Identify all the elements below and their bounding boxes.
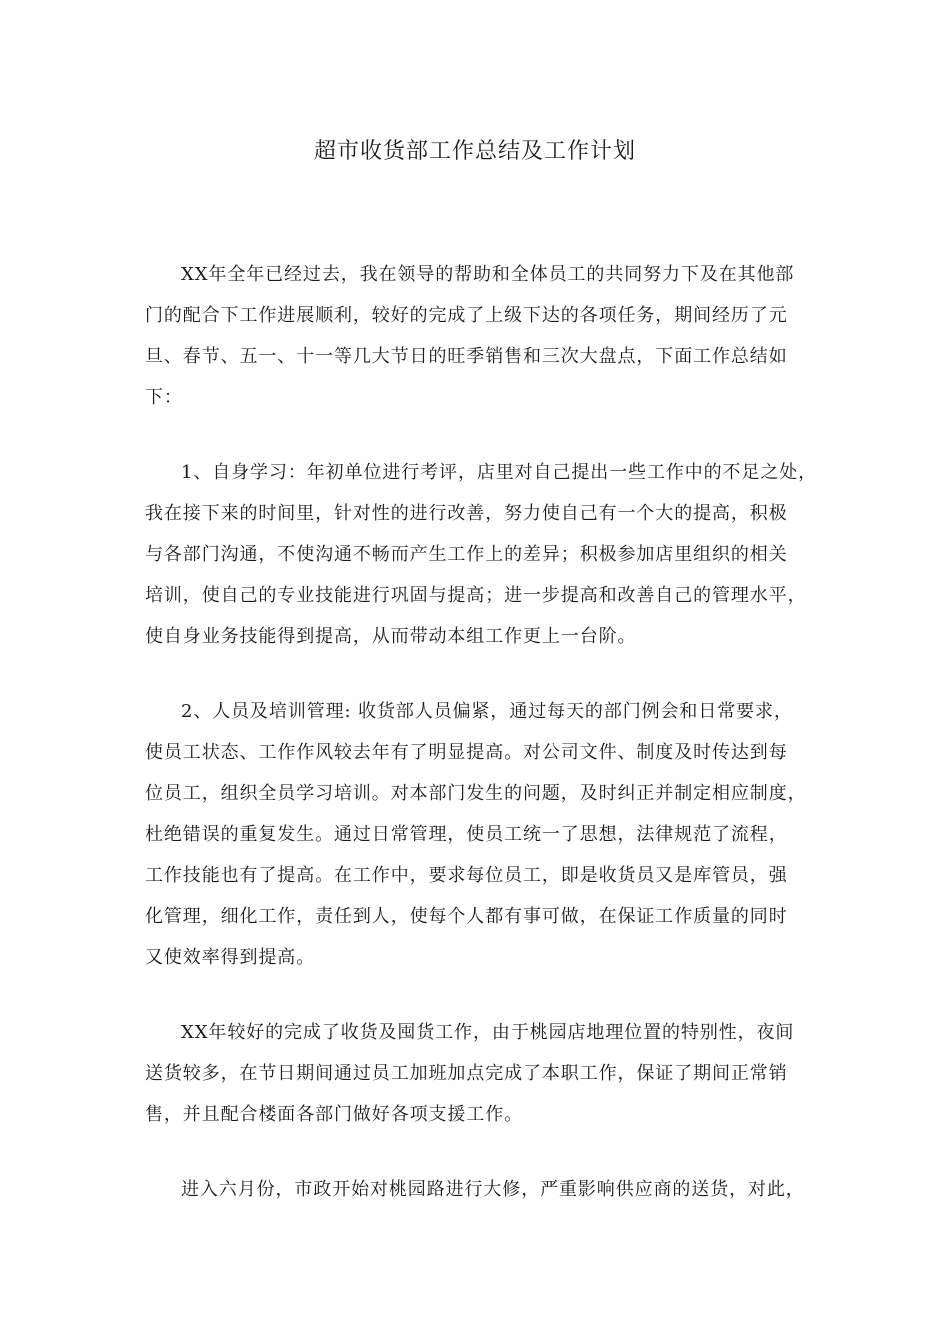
paragraph-2-line-2: 我在接下来的时间里，针对性的进行改善，努力使自己有一个大的提高，积极 [145, 503, 788, 524]
paragraph-1-line-2: 门的配合下工作进展顺利，较好的完成了上级下达的各项任务，期间经历了元 [145, 305, 788, 326]
paragraph-1-line-4: 下： [145, 387, 183, 408]
paragraph-2-line-5: 使自身业务技能得到提高，从而带动本组工作更上一台阶。 [145, 626, 637, 647]
paragraph-1-line-1: XX年全年已经过去，我在领导的帮助和全体员工的共同努力下及在其他部 [181, 264, 795, 285]
paragraph-4-line-2: 送货较多，在节日期间通过员工加班加点完成了本职工作，保证了期间正常销 [145, 1063, 788, 1084]
paragraph-3-line-3: 位员工，组织全员学习培训。对本部门发生的问题，及时纠正并制定相应制度， [145, 783, 807, 804]
paragraph-2-line-3: 与各部门沟通，不使沟通不畅而产生工作上的差异；积极参加店里组织的相关 [145, 544, 788, 565]
paragraph-4-line-1: XX年较好的完成了收货及囤货工作，由于桃园店地理位置的特别性，夜间 [181, 1022, 795, 1043]
paragraph-5-line-1: 进入六月份，市政开始对桃园路进行大修，严重影响供应商的送货，对此， [181, 1179, 805, 1200]
paragraph-1-line-3: 旦、春节、五一、十一等几大节日的旺季销售和三次大盘点，下面工作总结如 [145, 346, 788, 367]
paragraph-3-line-1: 2、人员及培训管理: 收货部人员偏紧，通过每天的部门例会和日常要求， [181, 701, 793, 722]
paragraph-3-line-4: 杜绝错误的重复发生。通过日常管理，使员工统一了思想，法律规范了流程， [145, 824, 788, 845]
paragraph-3-line-2: 使员工状态、工作作风较去年有了明显提高。对公司文件、制度及时传达到每 [145, 742, 788, 763]
paragraph-3-line-5: 工作技能也有了提高。在工作中，要求每位员工，即是收货员又是库管员，强 [145, 865, 788, 886]
paragraph-3-line-7: 又使效率得到提高。 [145, 947, 316, 968]
document-title: 超市收货部工作总结及工作计划 [313, 139, 636, 164]
paragraph-2-line-4: 培训，使自己的专业技能进行巩固与提高；进一步提高和改善自己的管理水平， [145, 585, 807, 606]
paragraph-3-line-6: 化管理，细化工作，责任到人，使每个人都有事可做，在保证工作质量的同时 [145, 906, 788, 927]
paragraph-2-line-1: 1、自身学习：年初单位进行考评，店里对自己提出一些工作中的不足之处， [181, 462, 818, 483]
paragraph-4-line-3: 售，并且配合楼面各部门做好各项支援工作。 [145, 1104, 523, 1125]
